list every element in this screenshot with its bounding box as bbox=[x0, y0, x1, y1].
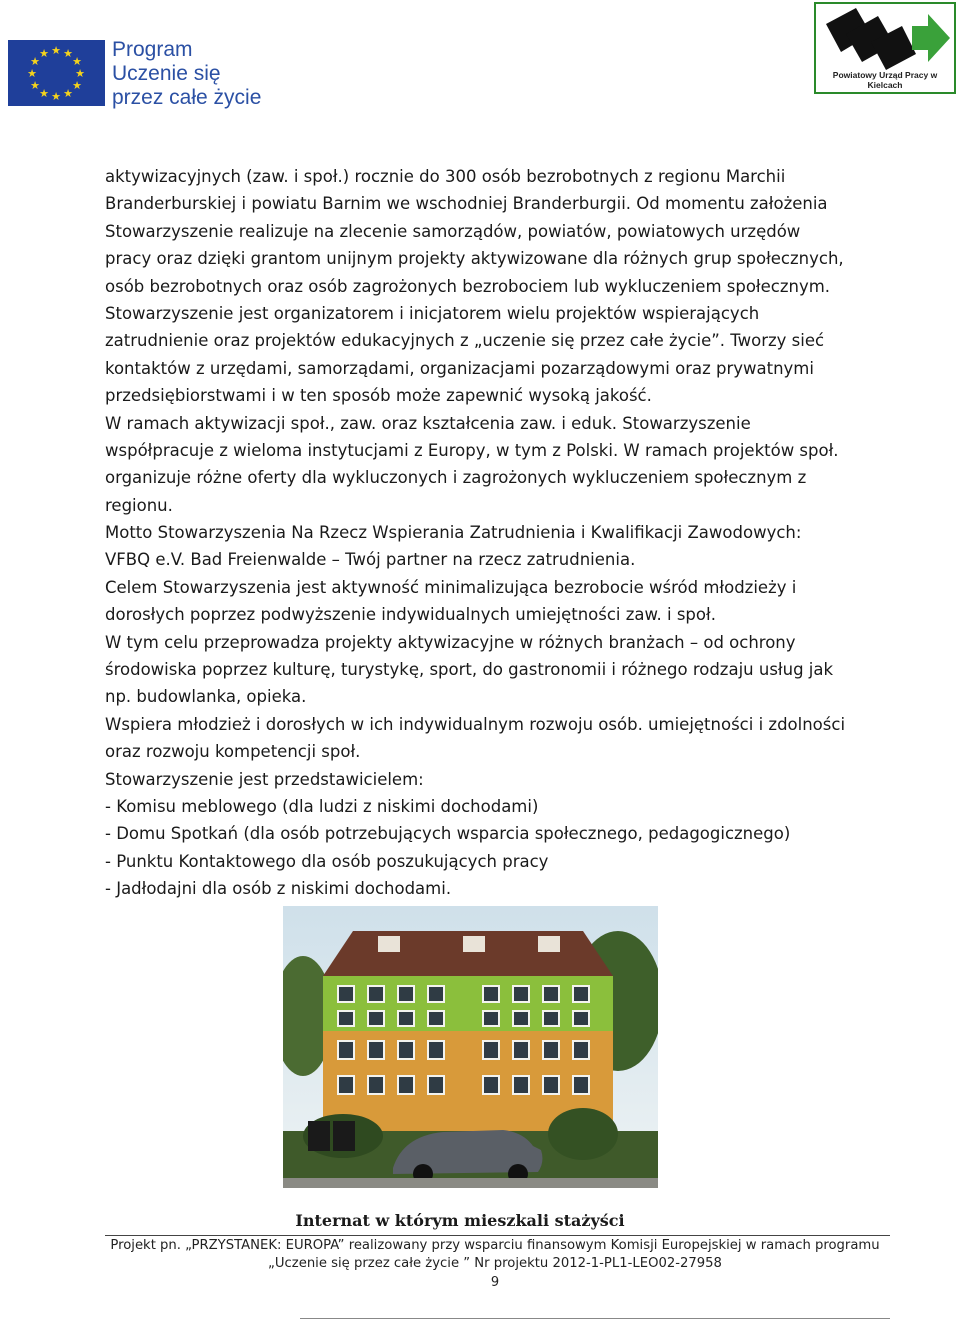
svg-text:★: ★ bbox=[30, 79, 40, 92]
svg-text:★: ★ bbox=[63, 87, 73, 100]
footer-project-line: Projekt pn. „PRZYSTANEK: EUROPA” realizowany przy wsparciu finansowym Komisji Europejskiej w ramach programu bbox=[110, 1238, 880, 1253]
body-line: pracy oraz dzięki grantom unijnym projekty aktywizowane dla różnych grup społecznych, bbox=[105, 249, 844, 269]
svg-text:★: ★ bbox=[39, 87, 49, 100]
dormitory-photo bbox=[283, 906, 658, 1188]
body-line: osób bezrobotnych oraz osób zagrożonych bezrobociem lub wykluczeniem społecznym. bbox=[105, 276, 831, 296]
footer-divider bbox=[105, 1235, 890, 1236]
list-item: - Domu Spotkań (dla osób potrzebujących wsparcia społecznego, pedagogicznego) bbox=[105, 824, 791, 844]
body-line: dorosłych poprzez podwyższenie indywidualnych umiejętności zaw. i społ. bbox=[105, 605, 716, 625]
body-line: organizuje różne oferty dla wykluczonych i zagrożonych wykluczeniem społecznym z bbox=[105, 468, 807, 488]
svg-text:★: ★ bbox=[39, 47, 49, 60]
footer-program-line: „Uczenie się przez całe życie ” Nr projektu 2012-1-PL1-LEO02-27958 bbox=[268, 1256, 722, 1271]
body-line: zatrudnienie oraz projektów edukacyjnych z „uczenie się przez całe życie”. Tworzy sieć bbox=[105, 331, 825, 351]
eu-logo-line-2: Uczenie się bbox=[112, 62, 221, 85]
eu-logo-line-3: przez całe życie bbox=[112, 86, 262, 109]
list-item: - Jadłodajni dla osób z niskimi dochodami. bbox=[105, 879, 452, 899]
svg-text:★: ★ bbox=[63, 47, 73, 60]
photo-caption: Internat w którym mieszkali stażyści bbox=[295, 1211, 625, 1230]
svg-text:★: ★ bbox=[30, 55, 40, 68]
eu-flag-icon bbox=[8, 40, 105, 106]
body-line: kontaktów z urzędami, samorządami, organizacjami pozarządowymi oraz prywatnymi bbox=[105, 358, 814, 378]
body-line: środowiska poprzez kulturę, turystykę, sport, do gastronomii i różnego rodzaju usług jak bbox=[105, 660, 834, 680]
body-line: aktywizacyjnych (zaw. i społ.) rocznie do 300 osób bezrobotnych z regionu Marchii bbox=[105, 167, 786, 186]
body-line: Wspiera młodzież i dorosłych w ich indywidualnym rozwoju osób. umiejętności i zdolności bbox=[105, 714, 846, 734]
body-line: regionu. bbox=[105, 495, 173, 515]
svg-text:★: ★ bbox=[72, 79, 82, 92]
body-line: W ramach aktywizacji społ., zaw. oraz kształcenia zaw. i eduk. Stowarzyszenie bbox=[105, 413, 751, 433]
svg-text:★: ★ bbox=[51, 90, 61, 103]
body-line: Celem Stowarzyszenia jest aktywność minimalizująca bezrobocie wśród młodzieży i bbox=[105, 577, 797, 597]
body-line: Stowarzyszenie realizuje na zlecenie samorządów, powiatów, powiatowych urzędów bbox=[105, 221, 801, 241]
body-line: np. budowlanka, opieka. bbox=[105, 687, 307, 707]
bottom-rule bbox=[300, 1318, 890, 1319]
pup-logo-graphic-icon bbox=[816, 4, 954, 76]
body-line: Stowarzyszenie jest organizatorem i inicjatorem wielu projektów wspierających bbox=[105, 303, 760, 323]
body-line: Stowarzyszenie jest przedstawicielem: bbox=[105, 769, 424, 789]
body-line: W tym celu przeprowadza projekty aktywizacyjne w różnych branżach – od ochrony bbox=[105, 632, 796, 652]
svg-text:★: ★ bbox=[51, 44, 61, 57]
svg-text:★: ★ bbox=[72, 55, 82, 68]
pup-logo-caption: Powiatowy Urząd Pracy w Kielcach bbox=[832, 70, 938, 90]
body-line: współpracuje z wieloma instytucjami z Europy, w tym z Polski. W ramach projektów społ. bbox=[105, 440, 839, 460]
eu-program-logo bbox=[8, 38, 278, 110]
page-number: 9 bbox=[490, 1275, 500, 1290]
pup-kielce-logo bbox=[814, 2, 956, 94]
body-line: Branderburskiej i powiatu Barnim we wschodniej Branderburgii. Od momentu założenia bbox=[105, 194, 828, 214]
body-line: Motto Stowarzyszenia Na Rzecz Wspierania Zatrudnienia i Kwalifikacji Zawodowych: bbox=[105, 523, 802, 543]
list-item: - Punktu Kontaktowego dla osób poszukujących pracy bbox=[105, 851, 549, 871]
document-body bbox=[105, 163, 905, 903]
body-line: przedsiębiorstwami i w ten sposób może zapewnić wysoką jakość. bbox=[105, 386, 652, 406]
svg-text:★: ★ bbox=[27, 67, 37, 80]
list-item: - Komisu meblowego (dla ludzi z niskimi dochodami) bbox=[105, 796, 539, 816]
svg-text:★: ★ bbox=[75, 67, 85, 80]
body-line: oraz rozwoju kompetencji społ. bbox=[105, 742, 361, 762]
eu-logo-line-1: Program bbox=[112, 38, 193, 61]
body-line: VFBQ e.V. Bad Freienwalde – Twój partner na rzecz zatrudnienia. bbox=[105, 550, 636, 570]
